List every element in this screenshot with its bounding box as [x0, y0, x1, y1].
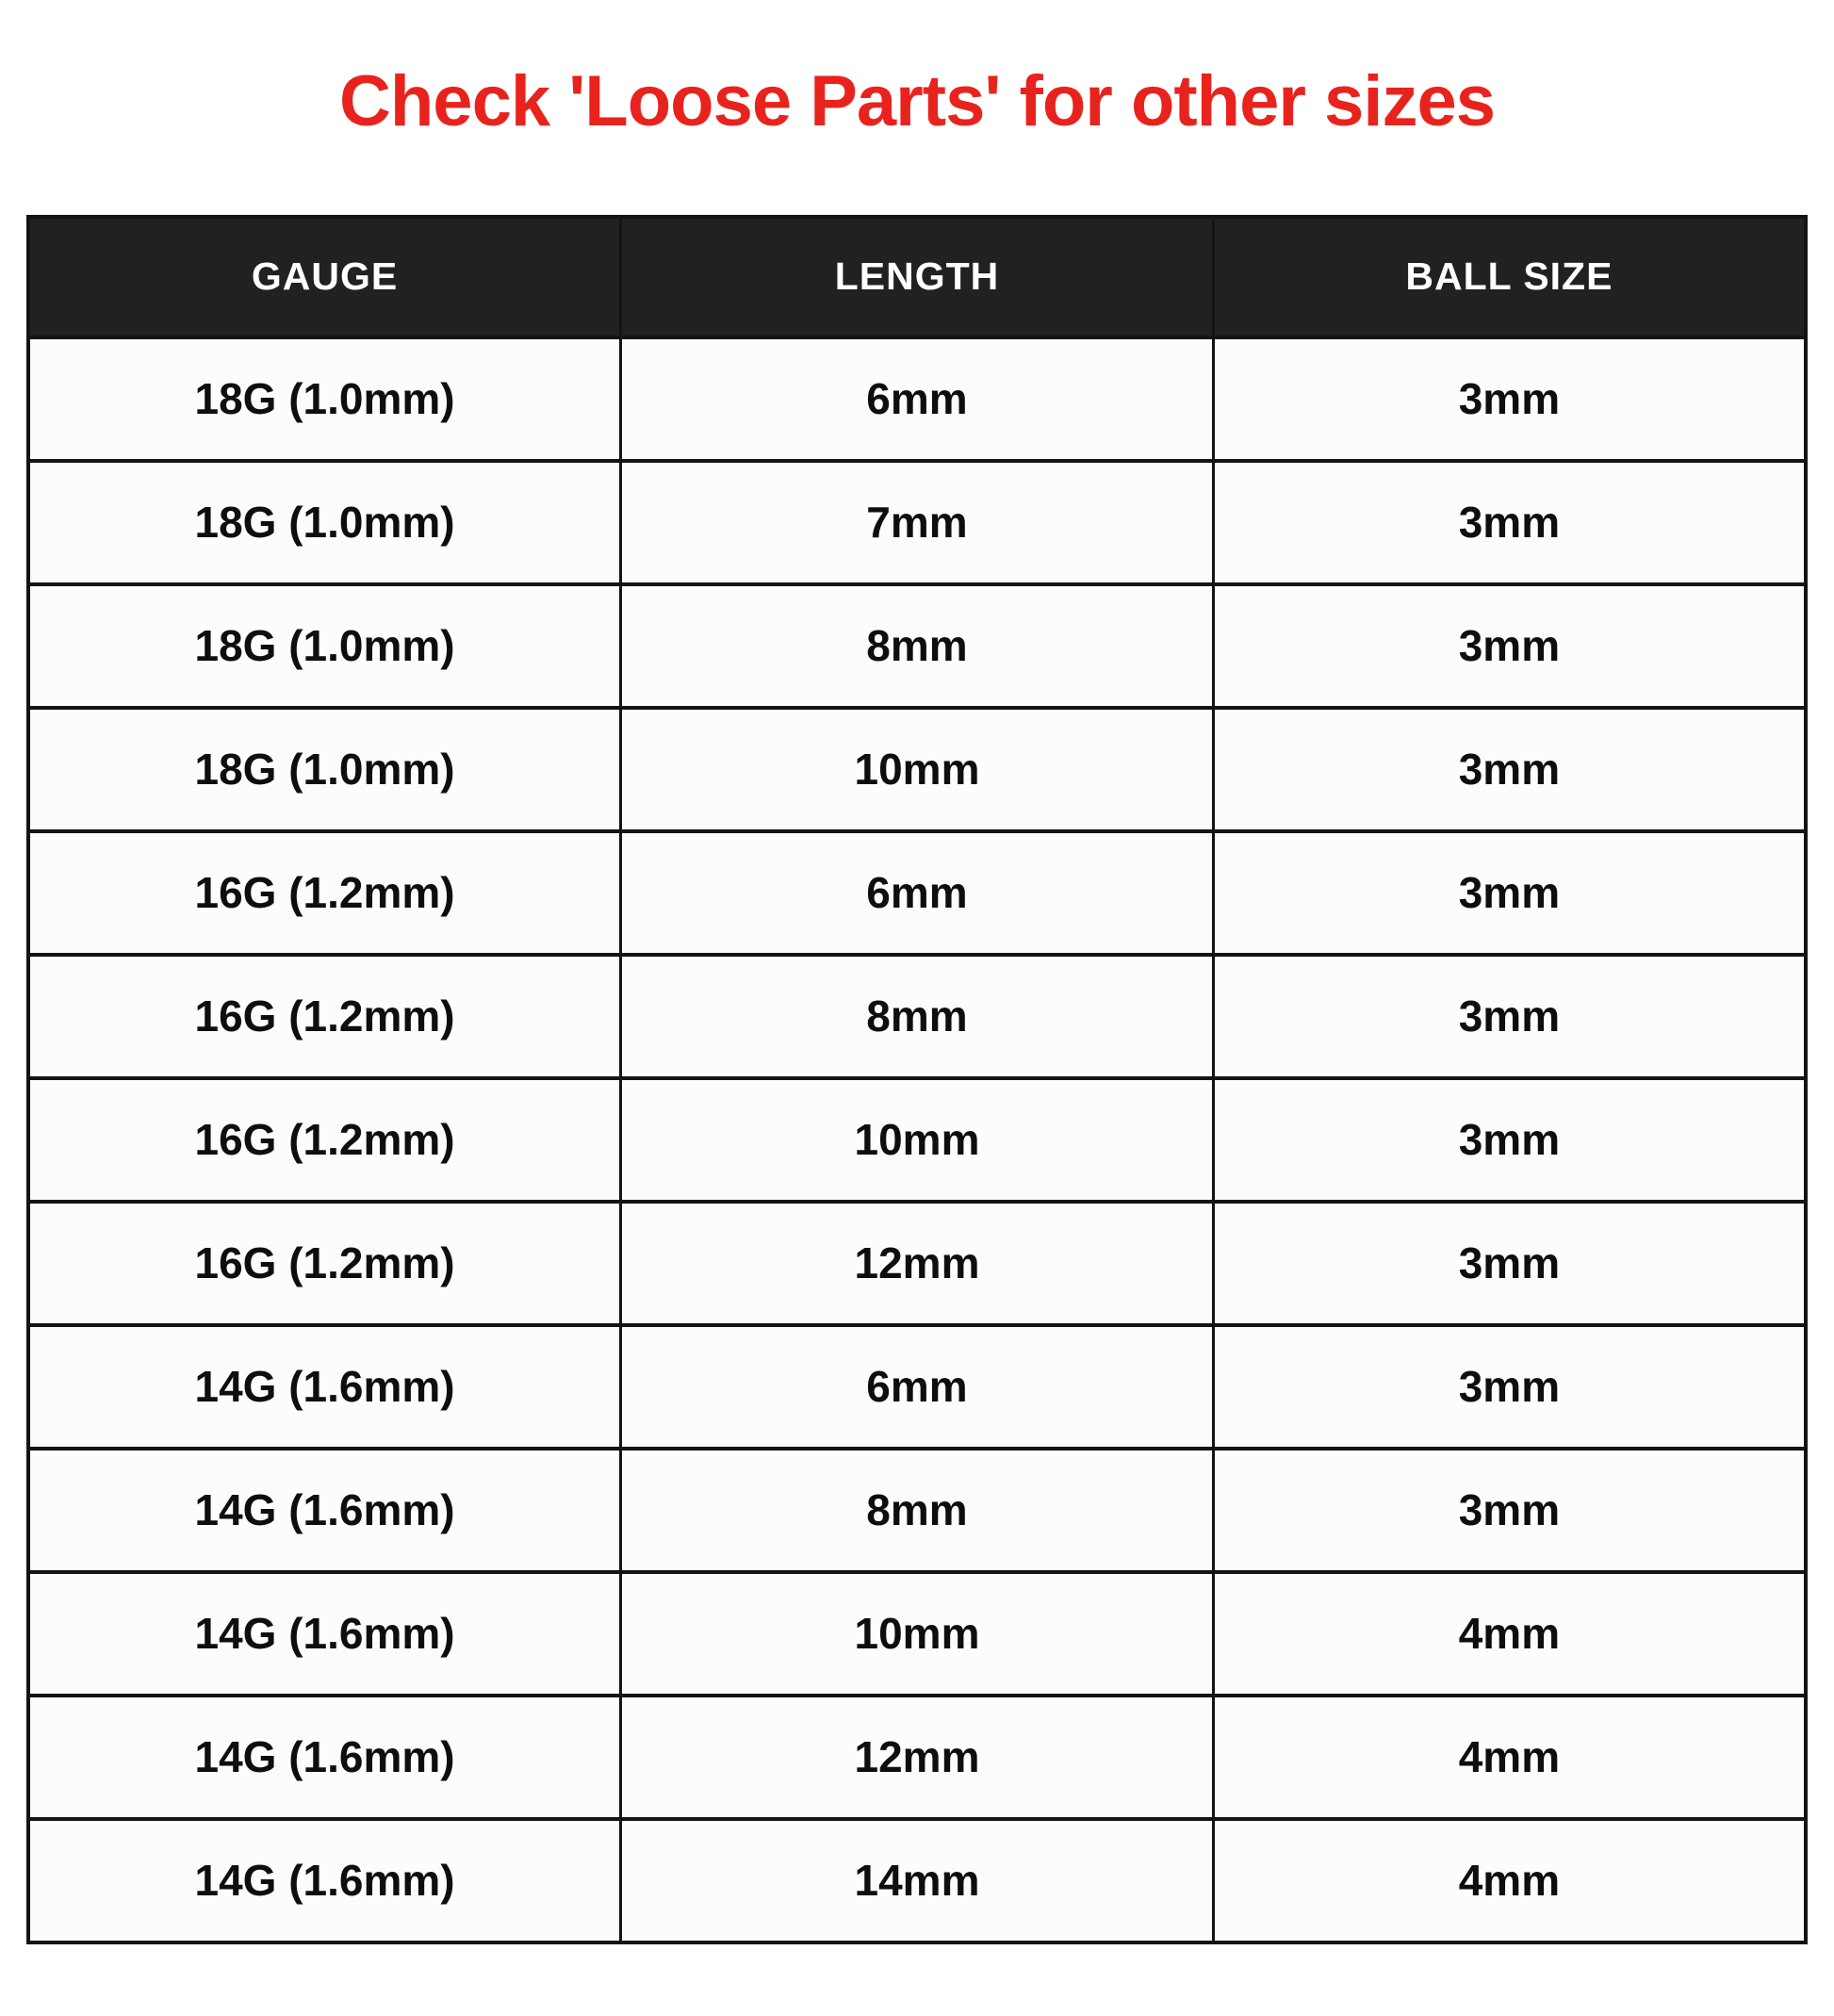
gauge-cell: 18G (1.0mm)	[28, 461, 621, 584]
ball-size-cell: 4mm	[1213, 1572, 1806, 1696]
table-row	[28, 1078, 1806, 1202]
ball-size-cell: 3mm	[1213, 461, 1806, 584]
table-row	[28, 1202, 1806, 1325]
ball-size-cell: 3mm	[1213, 1202, 1806, 1325]
length-cell: 12mm	[621, 1202, 1214, 1325]
ball-size-cell: 3mm	[1213, 337, 1806, 461]
length-cell: 7mm	[621, 461, 1214, 584]
length-cell: 8mm	[621, 955, 1214, 1078]
table-row	[28, 1696, 1806, 1819]
ball-size-cell: 4mm	[1213, 1696, 1806, 1819]
header-cell-gauge: GAUGE	[28, 217, 621, 337]
length-cell: 6mm	[621, 1325, 1214, 1449]
length-cell: 8mm	[621, 584, 1214, 708]
length-cell: 12mm	[621, 1696, 1214, 1819]
header-cell-ball-size: BALL SIZE	[1213, 217, 1806, 337]
size-table	[26, 215, 1808, 1944]
gauge-cell: 14G (1.6mm)	[28, 1325, 621, 1449]
table-row	[28, 1325, 1806, 1449]
gauge-cell: 18G (1.0mm)	[28, 708, 621, 831]
table-body	[28, 337, 1806, 1942]
table-row	[28, 955, 1806, 1078]
length-cell: 10mm	[621, 1572, 1214, 1696]
ball-size-cell: 3mm	[1213, 831, 1806, 955]
gauge-cell: 14G (1.6mm)	[28, 1449, 621, 1572]
gauge-cell: 16G (1.2mm)	[28, 955, 621, 1078]
ball-size-cell: 3mm	[1213, 1449, 1806, 1572]
table-row	[28, 584, 1806, 708]
length-cell: 6mm	[621, 831, 1214, 955]
length-cell: 10mm	[621, 708, 1214, 831]
table-header-row	[28, 217, 1806, 337]
gauge-cell: 16G (1.2mm)	[28, 1078, 621, 1202]
gauge-cell: 16G (1.2mm)	[28, 1202, 621, 1325]
gauge-cell: 14G (1.6mm)	[28, 1572, 621, 1696]
ball-size-cell: 3mm	[1213, 584, 1806, 708]
header-cell-length: LENGTH	[621, 217, 1214, 337]
table-row	[28, 461, 1806, 584]
gauge-cell: 16G (1.2mm)	[28, 831, 621, 955]
table-row	[28, 337, 1806, 461]
page-title: Check 'Loose Parts' for other sizes	[339, 61, 1495, 141]
gauge-cell: 14G (1.6mm)	[28, 1819, 621, 1942]
ball-size-cell: 3mm	[1213, 1325, 1806, 1449]
ball-size-cell: 4mm	[1213, 1819, 1806, 1942]
table-row	[28, 1572, 1806, 1696]
length-cell: 8mm	[621, 1449, 1214, 1572]
table-row	[28, 708, 1806, 831]
table-row	[28, 831, 1806, 955]
table-row	[28, 1819, 1806, 1942]
ball-size-cell: 3mm	[1213, 708, 1806, 831]
gauge-cell: 18G (1.0mm)	[28, 584, 621, 708]
ball-size-cell: 3mm	[1213, 955, 1806, 1078]
gauge-cell: 14G (1.6mm)	[28, 1696, 621, 1819]
length-cell: 6mm	[621, 337, 1214, 461]
table-row	[28, 1449, 1806, 1572]
gauge-cell: 18G (1.0mm)	[28, 337, 621, 461]
table-header	[28, 217, 1806, 337]
length-cell: 14mm	[621, 1819, 1214, 1942]
length-cell: 10mm	[621, 1078, 1214, 1202]
ball-size-cell: 3mm	[1213, 1078, 1806, 1202]
